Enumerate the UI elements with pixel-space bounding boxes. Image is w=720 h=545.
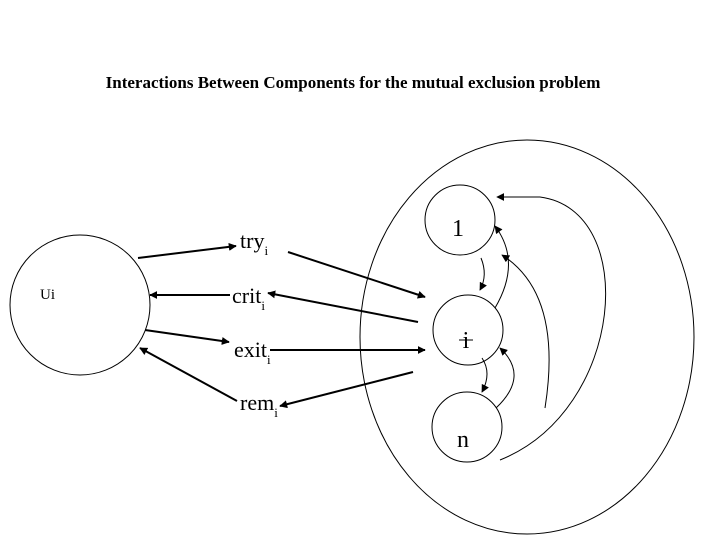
action-exit-label: exit$_i$ — [234, 337, 271, 367]
user-circle — [10, 235, 150, 375]
action-crit-label: crit$_i$ — [232, 283, 265, 313]
diagram-title: Interactions Between Components for the mutual exclusion problem — [105, 73, 601, 92]
process-1 — [425, 185, 495, 255]
process-1-label: 1 — [452, 216, 464, 242]
rem-arrow — [140, 348, 237, 401]
action-try-label: try$_i$ — [240, 228, 269, 258]
ring-outer-n-to-1 — [497, 197, 606, 460]
try-to-process-arrow — [288, 252, 425, 297]
crit-from-process-arrow — [268, 293, 418, 322]
user-label: Ui — [40, 287, 55, 303]
system-ellipse — [360, 140, 694, 534]
rem-from-process-arrow — [280, 372, 413, 406]
ring-1-to-i — [480, 258, 484, 290]
ring-i-to-1 — [495, 226, 509, 308]
try-arrow — [138, 246, 236, 258]
ring-middle-return — [502, 255, 549, 408]
action-rem-label: rem$_i$ — [240, 390, 278, 420]
ring-i-to-n — [482, 358, 487, 392]
process-i — [433, 295, 503, 365]
exit-arrow — [145, 330, 229, 342]
ring-n-to-i — [496, 348, 514, 408]
user-component — [10, 235, 150, 375]
process-n-label: n — [457, 427, 469, 453]
process-n — [432, 392, 502, 462]
process-i-label: i — [462, 328, 470, 354]
